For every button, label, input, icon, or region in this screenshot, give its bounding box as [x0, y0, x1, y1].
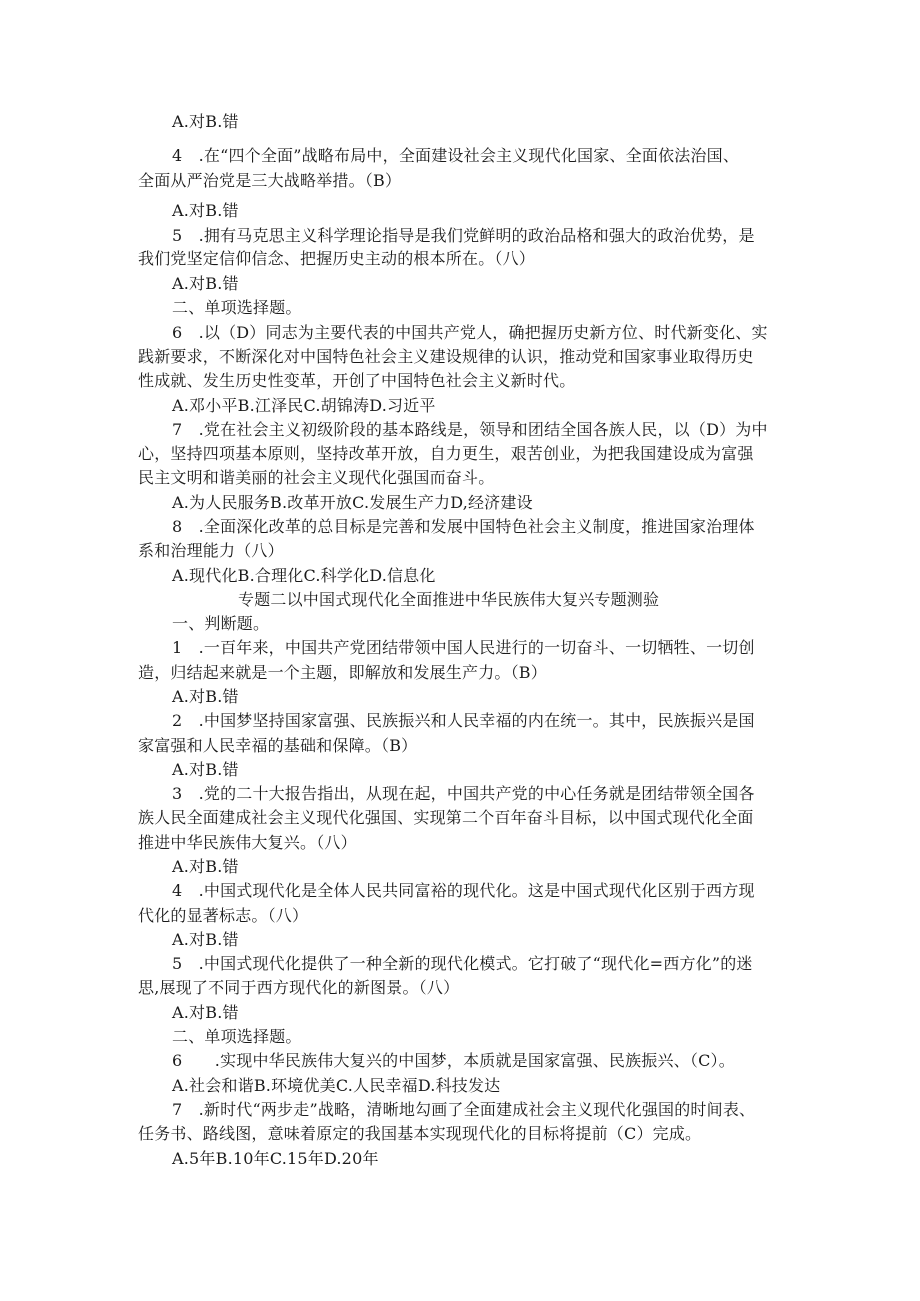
question-line: 8 .全面深化改革的总目标是完善和发展中国特色社会主义制度，推进国家治理体 [172, 517, 755, 536]
question-line: 我们党坚定信仰信念、把握历史主动的根本所在。（八） [138, 249, 536, 268]
question-line: 5 .中国式现代化提供了一种全新的现代化模式。它打破了“现代化=西方化”的迷 [172, 954, 753, 973]
question-line: 2 .中国梦坚持国家富强、民族振兴和人民幸福的内在统一。其中，民族振兴是国 [172, 711, 755, 730]
answer-options: A.对B.错 [172, 687, 239, 706]
answer-options: A.5年B.10年C.15年D.20年 [172, 1149, 379, 1168]
question-line: 6 .实现中华民族伟大复兴的中国梦，本质就是国家富强、民族振兴、（C）。 [172, 1051, 735, 1070]
question-line: 民主文明和谐美丽的社会主义现代化强国而奋斗。 [138, 468, 495, 487]
answer-options: A.对B.错 [172, 1003, 239, 1022]
section-heading: 二、单项选择题。 [172, 1027, 302, 1046]
question-line: 7 .党在社会主义初级阶段的基本路线是，领导和团结全国各族人民，以（D）为中 [172, 420, 768, 439]
question-line: 家富强和人民幸福的基础和保障。（B） [138, 736, 418, 755]
section-heading: 一、判断题。 [172, 614, 270, 633]
question-line: 践新要求，不断深化对中国特色社会主义建设规律的认识，推动党和国家事业取得历史 [138, 347, 754, 366]
question-line: 代化的显著标志。（八） [138, 906, 309, 925]
answer-options: A.社会和谐B.环境优美C.人民幸福D.科技发达 [172, 1076, 501, 1095]
question-line: 1 .一百年来，中国共产党团结带领中国人民进行的一切奋斗、一切牺牲、一切创 [172, 638, 755, 657]
answer-options: A.对B.错 [172, 201, 239, 220]
question-line: 5 .拥有马克思主义科学理论指导是我们党鲜明的政治品格和强大的政治优势，是 [172, 226, 755, 245]
question-line: 心，坚持四项基本原则，坚持改革开放，自力更生，艰苦创业，为把我国建设成为富强 [138, 444, 754, 463]
question-line: 7 .新时代“两步走”战略，清晰地勾画了全面建成社会主义现代化强国的时间表、 [172, 1100, 756, 1119]
question-line: 族人民全面建成社会主义现代化强国、实现第二个百年奋斗目标，以中国式现代化全面 [138, 808, 754, 827]
question-line: 4 .在“四个全面”战略布局中，全面建设社会主义现代化国家、全面依法治国、 [172, 146, 740, 165]
question-line: 系和治理能力（八） [138, 541, 284, 560]
question-line: 造，归结起来就是一个主题，即解放和发展生产力。（B） [138, 663, 547, 682]
question-line: 思,展现了不同于西方现代化的新图景。（八） [138, 978, 460, 997]
question-line: 全面从严治党是三大战略举措。（B） [138, 171, 402, 190]
answer-options: A.对B.错 [172, 857, 239, 876]
answer-options: A.对B.错 [172, 274, 239, 293]
answer-options: A.邓小平B.江泽民C.胡锦涛D.习近平 [172, 396, 436, 415]
question-line: 3 .党的二十大报告指出，从现在起，中国共产党的中心任务就是团结带领全国各 [172, 784, 755, 803]
topic-title: 专题二以中国式现代化全面推进中华民族伟大复兴专题测验 [238, 590, 660, 609]
question-line: 性成就、发生历史性变革，开创了中国特色社会主义新时代。 [138, 371, 576, 390]
question-line: 4 .中国式现代化是全体人民共同富裕的现代化。这是中国式现代化区别于西方现 [172, 881, 755, 900]
answer-options: A.对B.错 [172, 930, 239, 949]
question-line: 任务书、路线图，意味着原定的我国基本实现现代化的目标将提前（C）完成。 [138, 1124, 702, 1143]
answer-options: A.为人民服务B.改革开放C.发展生产力D,经济建设 [172, 493, 533, 512]
answer-options: A.对B.错 [172, 760, 239, 779]
question-line: 推进中华民族伟大复兴。（八） [138, 833, 357, 852]
answer-options: A.对B.错 [172, 112, 239, 131]
section-heading: 二、单项选择题。 [172, 298, 302, 317]
question-line: 6 .以（D）同志为主要代表的中国共产党人，确把握历史新方位、时代新变化、实 [172, 323, 768, 342]
answer-options: A.现代化B.合理化C.科学化D.信息化 [172, 566, 436, 585]
